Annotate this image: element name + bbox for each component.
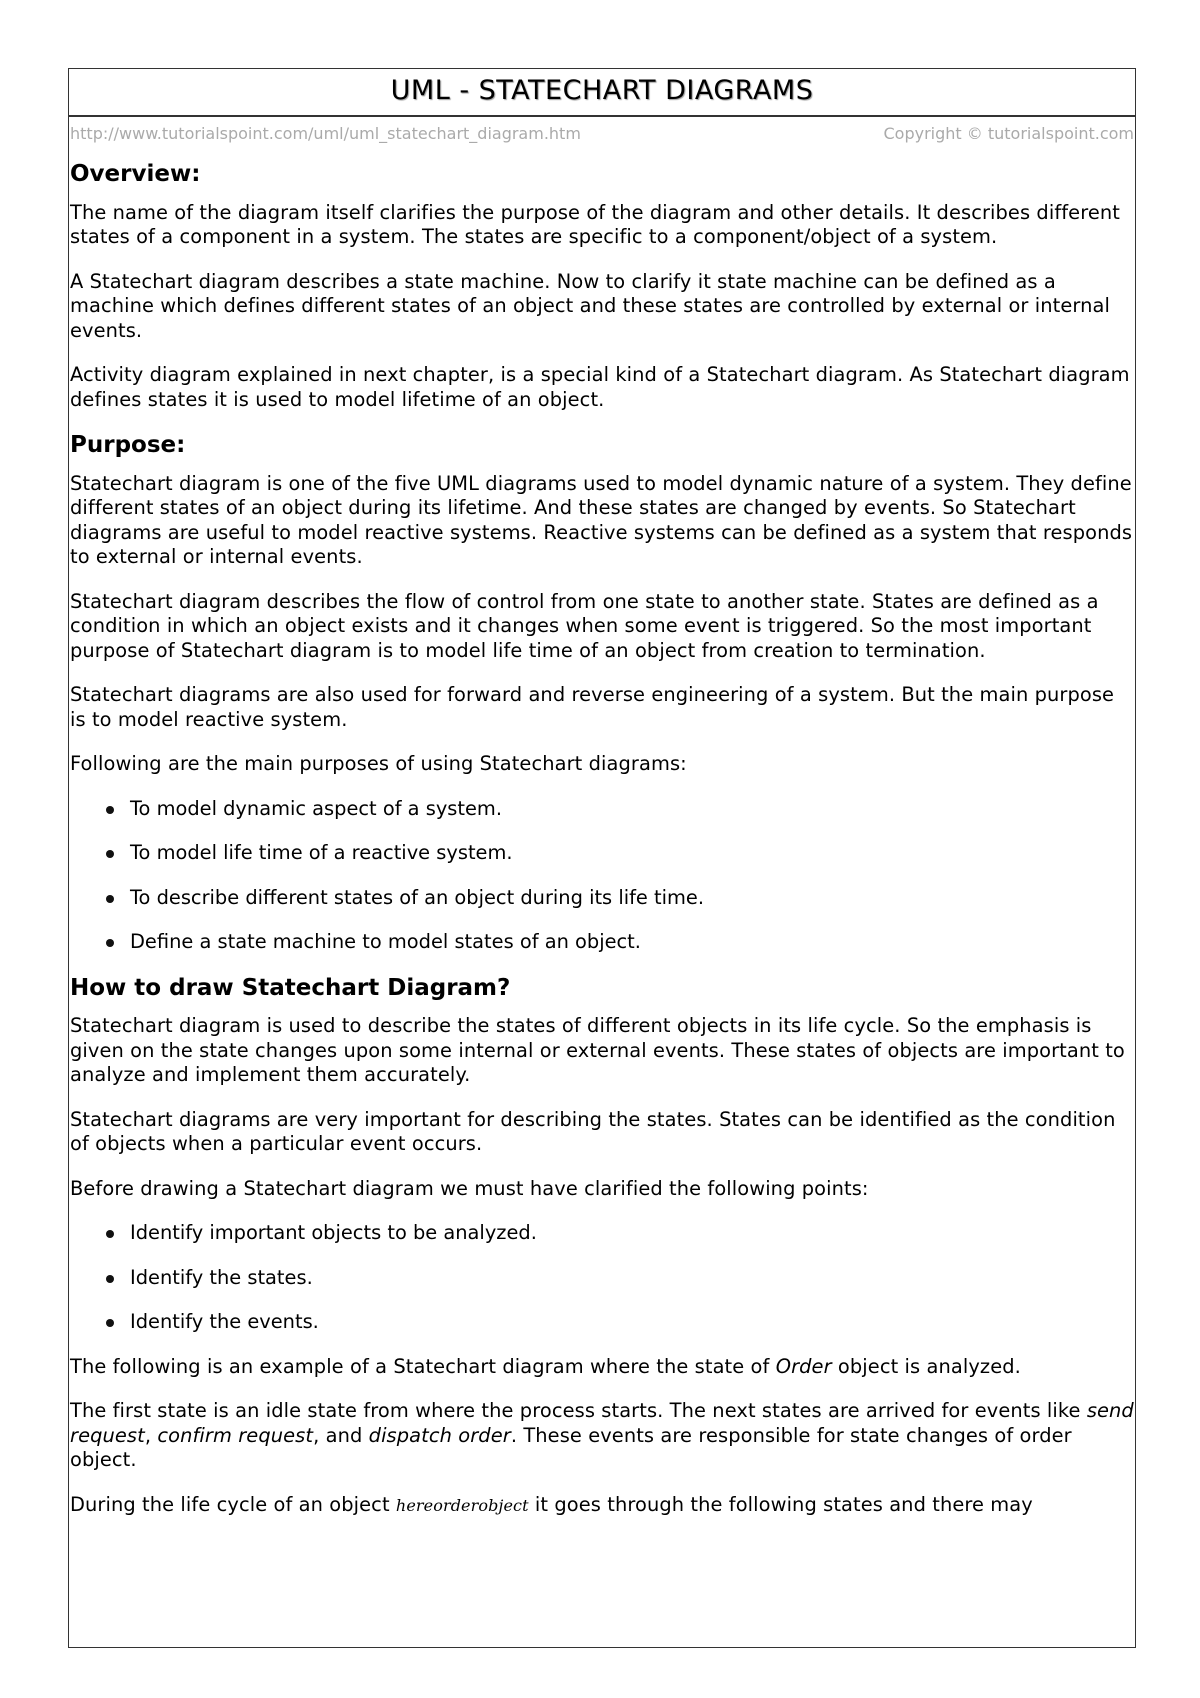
- how-to-paragraph-4: [70, 1355, 1135, 1380]
- overview-paragraph-3: Activity diagram explained in next chapter, is a special kind of a Statechart diagram. As Statechart diagram defines states it is used to model lifetime of an object.: [70, 363, 1130, 411]
- how-to-list: [70, 1221, 1135, 1335]
- purpose-paragraph-1: Statechart diagram is one of the five UML diagrams used to model dynamic nature of a system. They define different states of an object during its lifetime. And these states are changed by events. So Statechart diagrams are useful to model reactive systems. Reactive systems can be defined as a system that responds to external or internal events.: [70, 471, 1133, 569]
- list-item: [130, 841, 1135, 866]
- text-run: . These events are responsible for state changes of order object.: [70, 1423, 1072, 1472]
- list-item-text: Define a state machine to model states of an object.: [130, 930, 641, 954]
- list-item-text: Identify the states.: [130, 1265, 313, 1289]
- overview-paragraph-2: A Statechart diagram describes a state machine. Now to clarify it state machine can be defined as a machine which defines different states of an object and these states are controlled by external or internal events.: [70, 269, 1110, 342]
- emphasis-here-order-object: hereorderobject: [395, 1495, 529, 1515]
- text-run: object is analyzed.: [831, 1354, 1021, 1378]
- list-item-text: Identify important objects to be analyzed.: [130, 1221, 537, 1245]
- emphasis-confirm-request: confirm request: [157, 1423, 314, 1447]
- list-item: [130, 886, 1135, 911]
- bullet-icon: [106, 1275, 114, 1283]
- list-item-text: To model dynamic aspect of a system.: [130, 796, 502, 820]
- list-item-text: To model life time of a reactive system.: [130, 841, 513, 865]
- text-run: , and: [313, 1423, 369, 1447]
- bullet-icon: [106, 895, 114, 903]
- how-to-paragraph-6: [70, 1493, 1135, 1519]
- text-run: ,: [144, 1423, 158, 1447]
- bullet-icon: [106, 1230, 114, 1238]
- list-item: [130, 1221, 1135, 1246]
- text-run: The first state is an idle state from where the process starts. The next states are arrived for events like: [70, 1399, 1087, 1423]
- emphasis-send-request: send request: [70, 1399, 1134, 1447]
- meta-row: [69, 117, 1135, 151]
- list-item: [130, 797, 1135, 822]
- purpose-paragraph-3: Statechart diagrams are also used for forward and reverse engineering of a system. But the main purpose is to model reactive system.: [70, 683, 1115, 731]
- text-run: During the life cycle of an object: [70, 1492, 396, 1516]
- page-title: UML - STATECHART DIAGRAMS: [69, 69, 1135, 117]
- document-content: [69, 161, 1135, 1518]
- how-to-paragraph-3: Before drawing a Statechart diagram we must have clarified the following points:: [70, 1176, 869, 1200]
- text-run: it goes through the following states and there may: [528, 1492, 1033, 1516]
- list-item-text: To describe different states of an object during its life time.: [130, 885, 704, 909]
- bullet-icon: [106, 806, 114, 814]
- overview-heading: Overview:: [70, 161, 201, 187]
- purpose-paragraph-4: Following are the main purposes of using Statechart diagrams:: [70, 752, 687, 776]
- how-to-heading: How to draw Statechart Diagram?: [70, 974, 511, 1001]
- how-to-paragraph-2: Statechart diagrams are very important for describing the states. States can be identified as the condition of objects when a particular event occurs.: [70, 1107, 1116, 1156]
- emphasis-order: Order: [775, 1354, 832, 1378]
- source-url[interactable]: http://www.tutorialspoint.com/uml/uml_statechart_diagram.htm: [70, 124, 581, 143]
- list-item: [130, 1310, 1135, 1335]
- page-frame: [68, 68, 1136, 1648]
- bullet-icon: [106, 850, 114, 858]
- list-item: [130, 930, 1135, 955]
- purpose-paragraph-2: Statechart diagram describes the flow of control from one state to another state. States are defined as a condition in which an object exists and it changes when some event is triggered. So the most important purpose of Statechart diagram is to model life time of an object from creation to termination.: [70, 589, 1099, 662]
- bullet-icon: [106, 939, 114, 947]
- copyright-notice: Copyright © tutorialspoint.com: [883, 124, 1134, 143]
- purpose-list: [70, 797, 1135, 955]
- text-run: The following is an example of a Statechart diagram where the state of: [70, 1354, 776, 1378]
- emphasis-dispatch-order: dispatch order: [368, 1423, 511, 1447]
- how-to-paragraph-1: Statechart diagram is used to describe the states of different objects in its life cycle. So the emphasis is given on the state changes upon some internal or external events. These states of objects are important to analyze and implement them accurately.: [70, 1014, 1125, 1087]
- list-item: [130, 1266, 1135, 1291]
- bullet-icon: [106, 1319, 114, 1327]
- purpose-heading: Purpose:: [70, 432, 186, 459]
- overview-paragraph-1: The name of the diagram itself clarifies the purpose of the diagram and other details. It describes different states of a component in a system. The states are specific to a component/object of a system.: [70, 200, 1120, 249]
- how-to-paragraph-5: [70, 1399, 1135, 1473]
- list-item-text: Identify the events.: [130, 1310, 319, 1334]
